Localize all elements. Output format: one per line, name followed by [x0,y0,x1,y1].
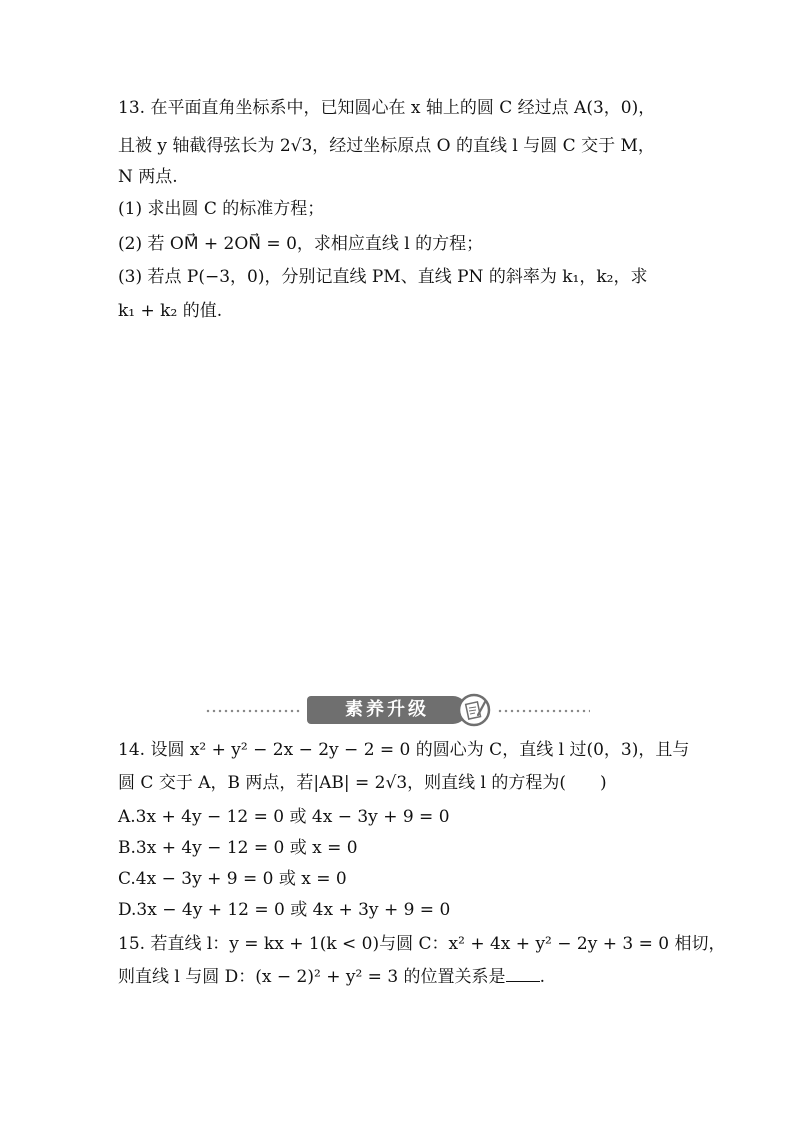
q13-line-3: N 两点. [118,167,178,187]
banner-dots-left [205,709,301,713]
q14-option-d: D.3x − 4y + 12 = 0 或 4x + 3y + 9 = 0 [118,900,451,920]
q15-line-2 [118,965,714,989]
q13-line-2: 且被 y 轴截得弦长为 2√3，经过坐标原点 O 的直线 l 与圆 C 交于 M， [118,136,655,156]
banner-dots-right [497,709,590,713]
q15-line-2-text: 则直线 l 与圆 D：(x − 2)² + y² = 3 的位置关系是 [118,967,506,987]
section-banner [205,695,590,727]
q15-line-2-end: . [539,967,545,987]
q13-part-1: (1) 求出圆 C 的标准方程； [118,199,325,219]
q13-part-3: (3) 若点 P(−3，0)，分别记直线 PM、直线 PN 的斜率为 k₁，k₂，求 [118,267,648,287]
q14-option-c: C.4x − 3y + 9 = 0 或 x = 0 [118,869,347,889]
pen-paper-icon [457,693,491,727]
q13-part-2: (2) 若 OM⃗ + 2ON⃗ = 0，求相应直线 l 的方程； [118,234,484,254]
answer-blank [506,980,540,982]
q14-line-2: 圆 C 交于 A，B 两点，若|AB| = 2√3，则直线 l 的方程为( ) [118,773,607,793]
q14-line-1: 14. 设圆 x² + y² − 2x − 2y − 2 = 0 的圆心为 C，直线 l 过(0，3)，且与 [118,740,690,760]
q13-line-1: 13. 在平面直角坐标系中，已知圆心在 x 轴上的圆 C 经过点 A(3，0)， [118,98,656,118]
q14-option-a: A.3x + 4y − 12 = 0 或 4x − 3y + 9 = 0 [118,807,450,827]
q15-line-1: 15. 若直线 l：y = kx + 1(k < 0)与圆 C：x² + 4x + y² − 2y + 3 = 0 相切， [118,934,726,954]
q13-part-3-cont: k₁ + k₂ 的值. [118,301,223,321]
q14-option-b: B.3x + 4y − 12 = 0 或 x = 0 [118,838,358,858]
banner-title: 素养升级 [307,696,467,724]
